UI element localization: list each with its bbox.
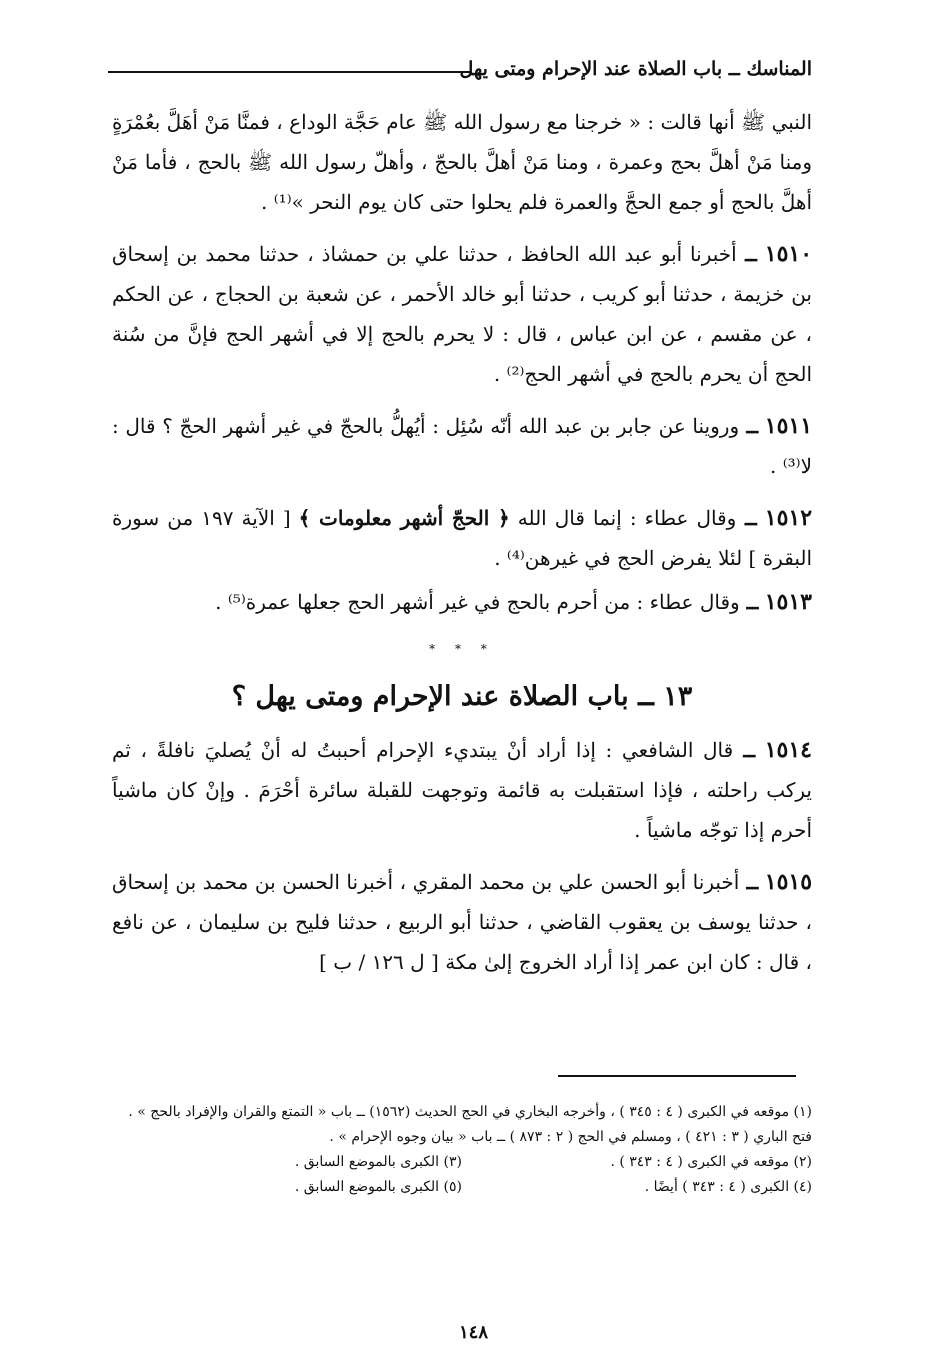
paragraph-1512 (112, 498, 812, 578)
number-dash: ــ (739, 414, 759, 438)
paragraph-text: النبي ﷺ أنها قالت : « خرجنا مع رسول الله ﷺ عام حَجَّة الوداع ، فمنَّا مَنْ أهَلَّ بعُمْرَةٍ ومنا مَنْ أهلَّ بحج وعمرة ، ومنا مَنْ أهلَّ بالحجّ ، وأهلّ رسول الله ﷺ بالحج ، فأما مَنْ أهلَّ بالحج أو جمع الحجَّ والعمرة فلم يحلوا حتى كان يوم النحر »⁽¹⁾ . (112, 110, 812, 214)
number-dash: ــ (739, 590, 759, 614)
paragraph-continuation (112, 102, 812, 222)
paragraph-1511 (112, 406, 812, 486)
header-rule (108, 71, 470, 73)
section-separator: * * * (429, 642, 495, 656)
footnote-4: (٤) الكبرى ( ٤ : ٣٤٣ ) أيضًا . (644, 1179, 812, 1195)
number-dash: ــ (739, 870, 759, 894)
number-dash: ــ (733, 738, 756, 762)
paragraph-1510 (112, 234, 812, 394)
hadith-number: ١٥١٥ (764, 869, 813, 895)
chapter-title: ١٣ ــ باب الصلاة عند الإحرام ومتى يهل ؟ (231, 681, 693, 712)
number-dash: ــ (736, 506, 757, 530)
footnotes (112, 1100, 812, 1200)
paragraph-text-after: [ الآية ١٩٧ من سورة البقرة ] لئلا يفرض الحج في غيرهن⁽⁴⁾ . (112, 506, 812, 570)
paragraph-1513 (112, 582, 812, 622)
footnote-row (112, 1175, 812, 1200)
hadith-number: ١٥١٤ (764, 737, 812, 763)
quran-quote: ﴿ الحجّ أشهر معلومات ﴾ (298, 506, 510, 530)
paragraph-text: وقال عطاء : من أحرم بالحج في غير أشهر الحج جعلها عمرة⁽⁵⁾ . (215, 590, 740, 614)
running-head: المناسك ــ باب الصلاة عند الإحرام ومتى يهل (459, 58, 812, 80)
page-number: ١٤٨ (458, 1322, 488, 1343)
paragraph-text: قال الشافعي : إذا أراد أنْ يبتديء الإحرام أحببتُ له أنْ يُصليَ نافلةً ، ثم يركب راحلته ، فإذا استقبلت به قائمة وتوجهت للقبلة سائرة أحْرَمَ . وإنْ كان ماشياً أحرم إذا توجّه ماشياً . (112, 738, 812, 842)
hadith-number: ١٥١٣ (764, 589, 812, 615)
hadith-number: ١٥١١ (764, 413, 813, 439)
footnote-rule (558, 1075, 796, 1077)
main-text (112, 102, 812, 994)
paragraph-text: وقال عطاء : إنما قال الله (517, 506, 737, 530)
footnote-row (112, 1150, 812, 1175)
paragraph-1515 (112, 862, 812, 982)
hadith-number: ١٥١٠ (764, 241, 813, 267)
footnote-3: (٣) الكبرى بالموضع السابق . (294, 1154, 462, 1170)
footnote-1: (١) موقعه في الكبرى ( ٤ : ٣٤٥ ) ، وأخرجه البخاري في الحج الحديث (١٥٦٢) ــ باب « التمتع والقران والإفراد بالحج » . فتح الباري ( ٣ : ٤٢١ ) ، ومسلم في الحج ( ٢ : ٨٧٣ ) ــ باب « بيان وجوه الإحرام » . (128, 1104, 812, 1145)
footnote-5: (٥) الكبرى بالموضع السابق . (294, 1179, 462, 1195)
hadith-number: ١٥١٢ (764, 505, 813, 531)
paragraph-text: أخبرنا أبو عبد الله الحافظ ، حدثنا علي بن حمشاذ ، حدثنا محمد بن إسحاق بن خزيمة ، حدثنا أبو كريب ، حدثنا أبو خالد الأحمر ، عن شعبة بن الحجاج ، عن الحكم ، عن مقسم ، عن ابن عباس ، قال : لا يحرم بالحج إلا في أشهر الحج فإنَّ من سُنة الحج أن يحرم بالحج في أشهر الحج⁽²⁾ . (112, 242, 812, 386)
footnote-2: (٢) موقعه في الكبرى ( ٤ : ٣٤٣ ) . (610, 1154, 812, 1170)
paragraph-text: أخبرنا أبو الحسن علي بن محمد المقري ، أخبرنا الحسن بن محمد بن إسحاق ، حدثنا يوسف بن يعقوب القاضي ، حدثنا أبو الربيع ، حدثنا فليح بن سليمان ، عن نافع ، قال : كان ابن عمر إذا أراد الخروج إلىٰ مكة [ ل ١٢٦ / ب ] (112, 870, 812, 974)
number-dash: ــ (736, 242, 757, 266)
paragraph-text: وروينا عن جابر بن عبد الله أنّه سُئِل : أيُهلُّ بالحجّ في غير أشهر الحجّ ؟ قال : لا⁽³⁾ . (112, 414, 812, 478)
paragraph-1514 (112, 730, 812, 850)
